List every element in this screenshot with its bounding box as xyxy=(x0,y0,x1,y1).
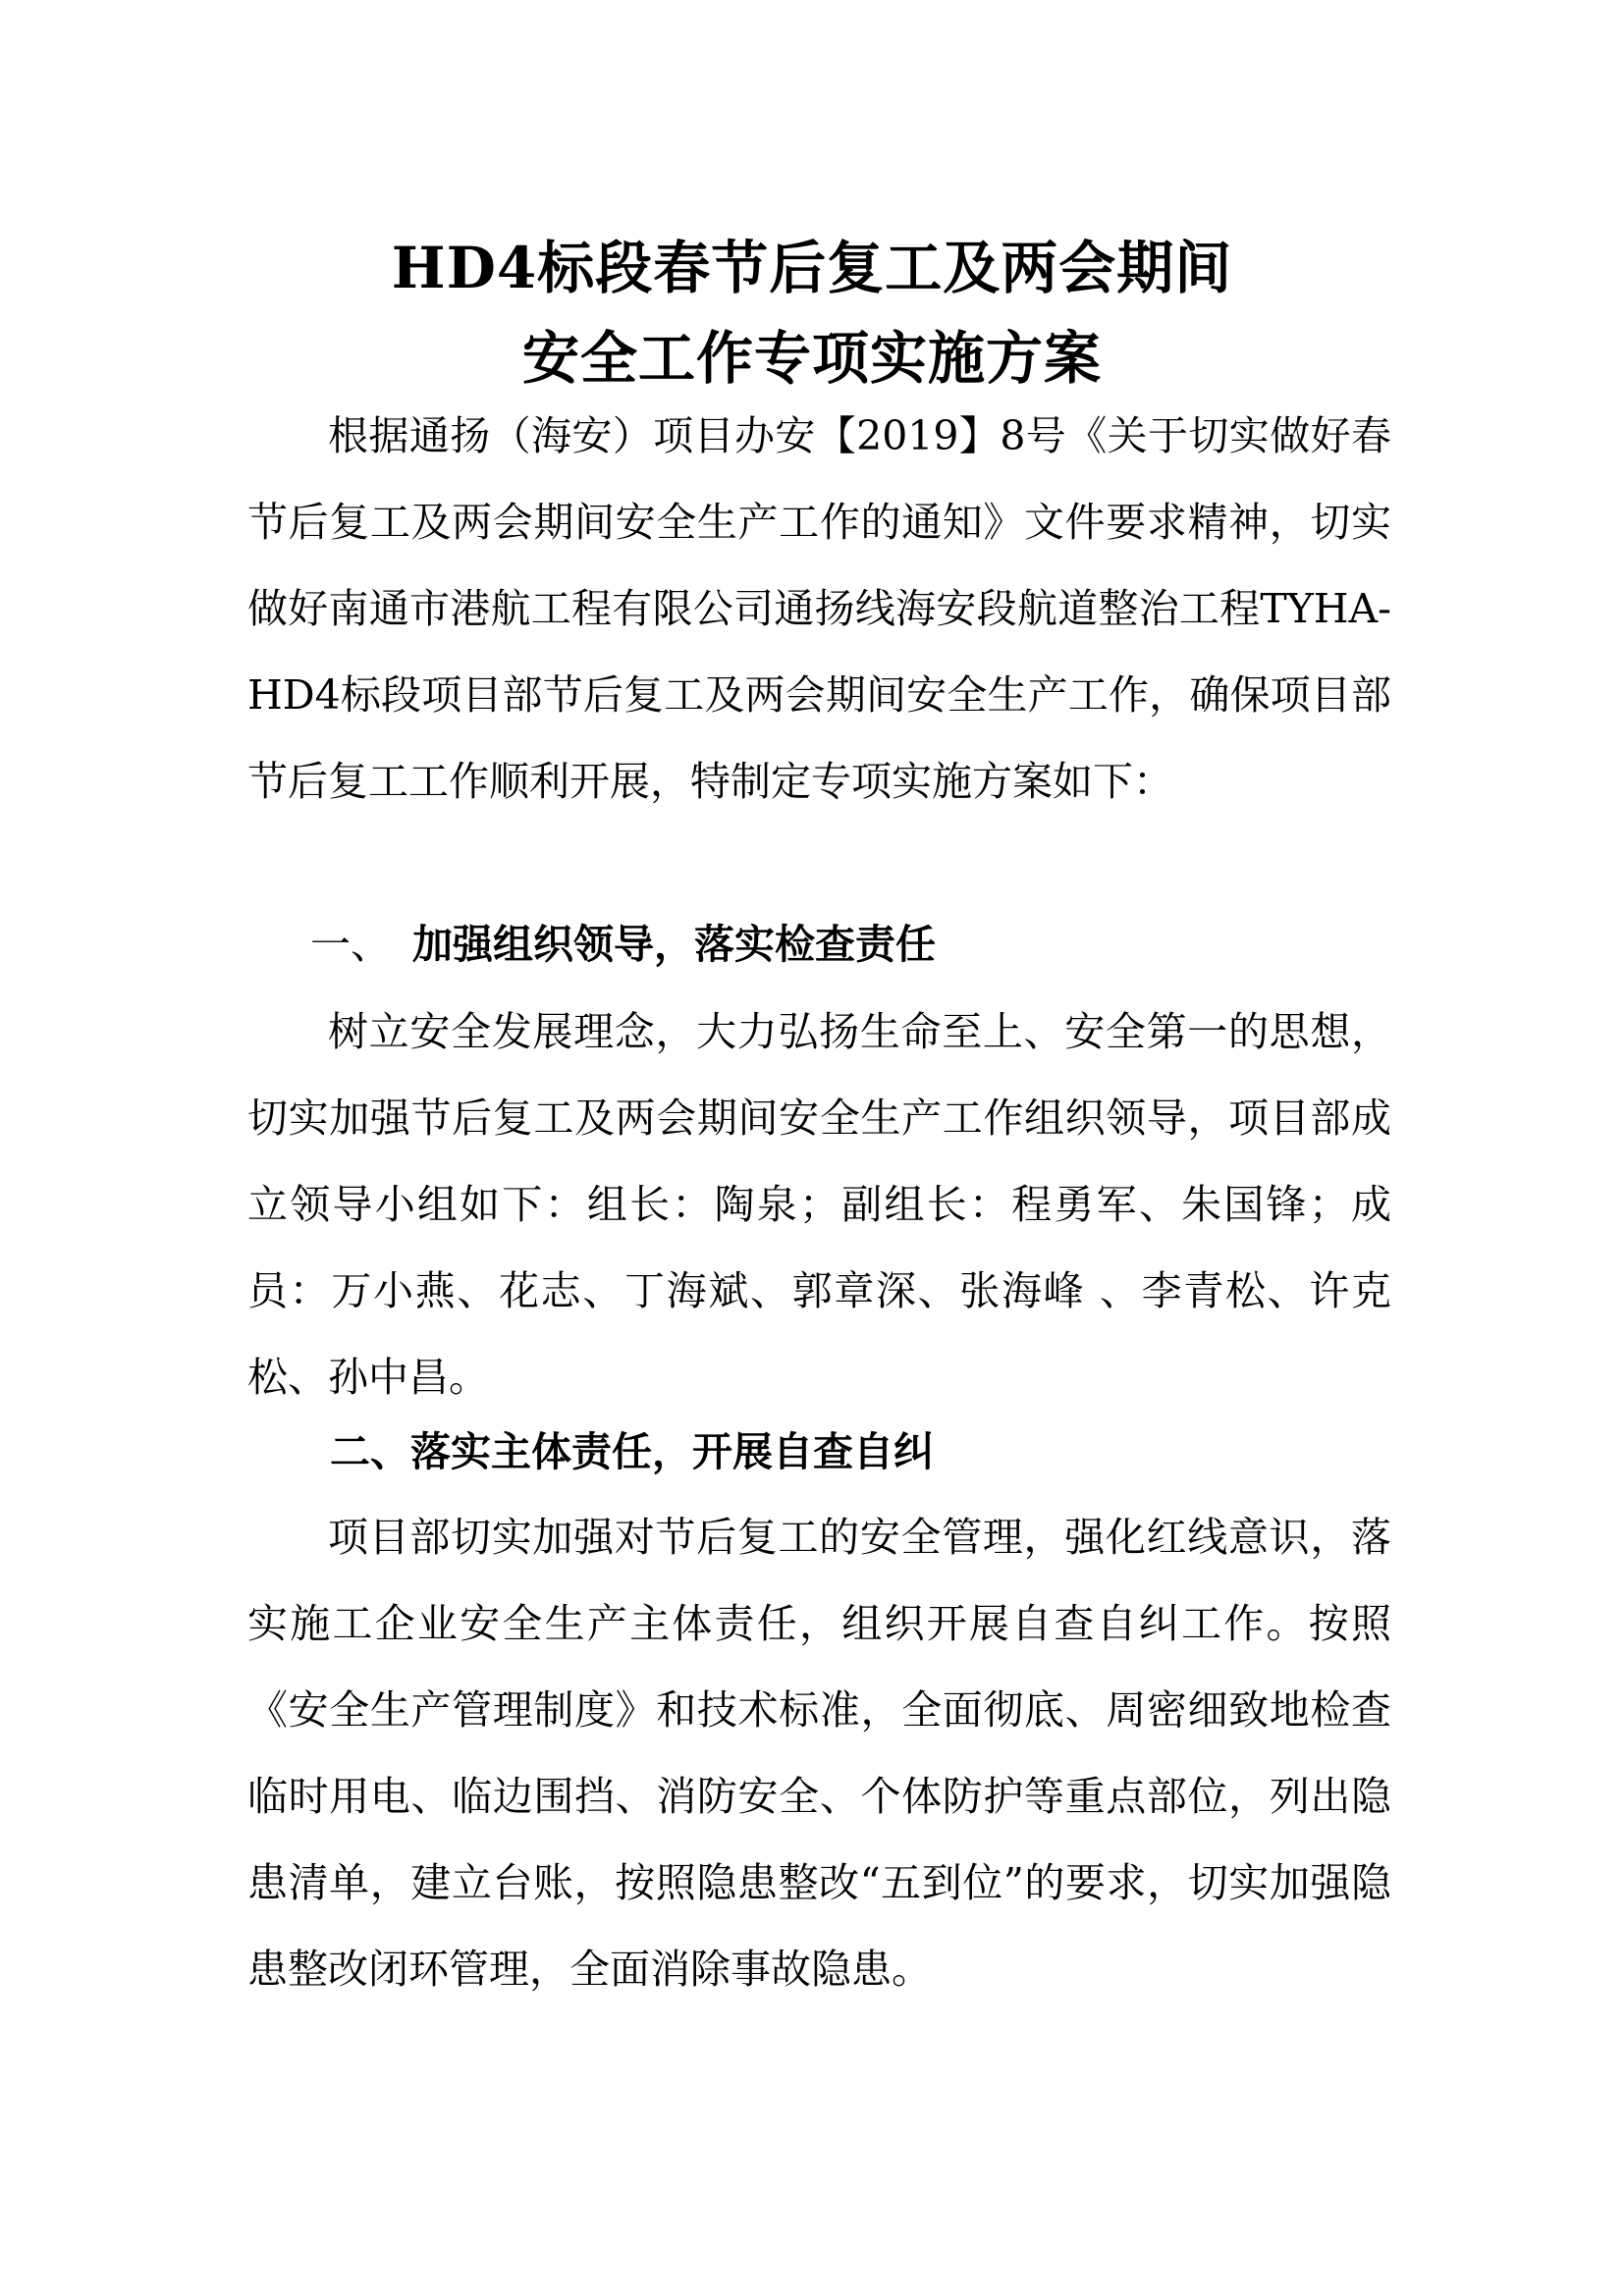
section-1-number: 一、 xyxy=(310,921,391,968)
section-1-heading: 加强组织领导，落实检查责任 xyxy=(412,921,936,968)
section-1-paragraph: 树立安全发展理念，大力弘扬生命至上、安全第一的思想，切实加强节后复工及两会期间安全生产工作组织领导，项目部成立领导小组如下：组长：陶泉；副组长：程勇军、朱国锋；成员：万小燕、花志、丁海斌、郭章深、张海峰 、李青松、许克松、孙中昌。 xyxy=(247,1008,1391,1401)
section-1-heading-row xyxy=(310,901,936,988)
section-2-paragraph: 项目部切实加强对节后复工的安全管理，强化红线意识，落实施工企业安全生产主体责任，组织开展自查自纠工作。按照《安全生产管理制度》和技术标准，全面彻底、周密细致地检查临时用电、临边围挡、消防安全、个体防护等重点部位，列出隐患清单，建立台账，按照隐患整改“五到位”的要求，切实加强隐患整改闭环管理，全面消除事故隐患。 xyxy=(247,1514,1391,1993)
intro-paragraph: 根据通扬（海安）项目办安【2019】8号《关于切实做好春节后复工及两会期间安全生产工作的通知》文件要求精神，切实做好南通市港航工程有限公司通扬线海安段航道整治工程TYHA-HD4标段项目部节后复工及两会期间安全生产工作，确保项目部节后复工工作顺利开展，特制定专项实施方案如下： xyxy=(247,412,1391,805)
section-2-heading: 二、落实主体责任，开展自查自纠 xyxy=(330,1428,934,1475)
document-title-line-2: 安全工作专项实施方案 xyxy=(521,325,1102,392)
document-title-line-1: HD4标段春节后复工及两会期间 xyxy=(391,235,1233,301)
